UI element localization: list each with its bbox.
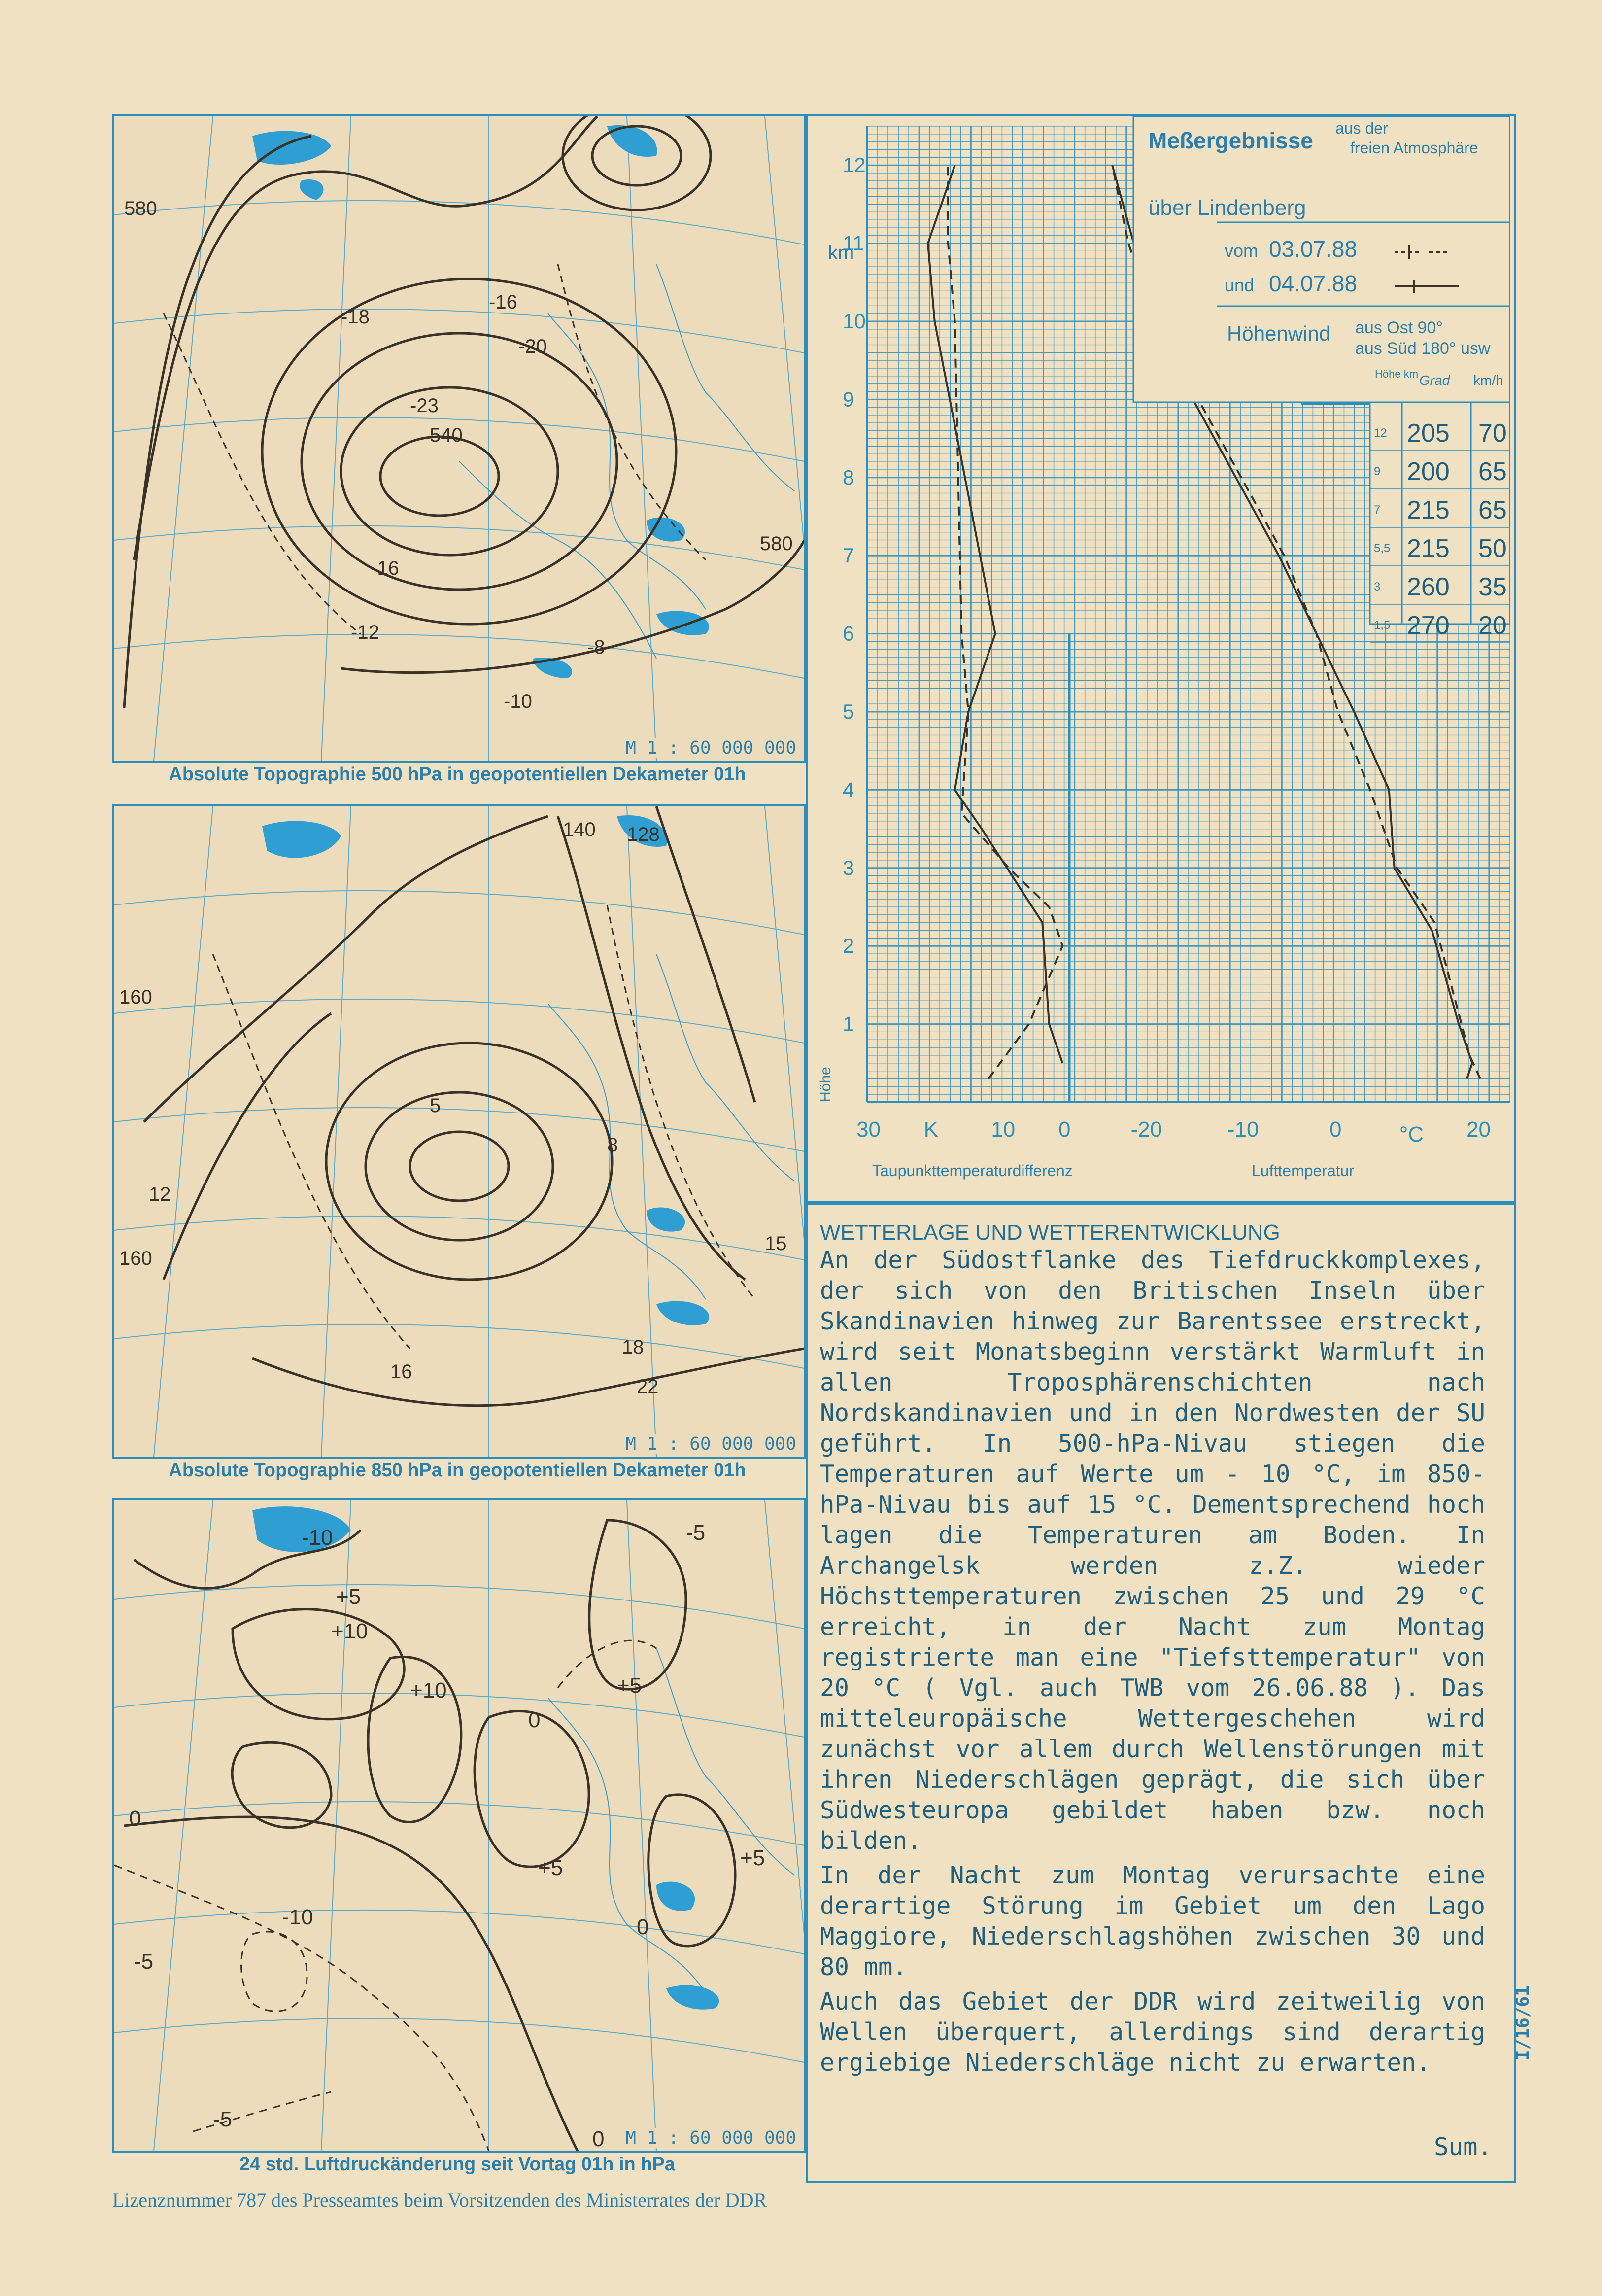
y-tick-label: 11 <box>843 231 864 255</box>
wind-row-degree: 270 <box>1407 611 1450 640</box>
label-500-8: -12 <box>351 622 379 643</box>
wind-row-speed: 65 <box>1478 496 1507 524</box>
label-dp-9: -5 <box>213 2107 233 2131</box>
article-heading: WETTERLAGE UND WETTERENTWICKLUNG <box>820 1220 1280 1245</box>
wind-row-height: 7 <box>1374 503 1381 517</box>
label-500-9: -10 <box>504 691 532 712</box>
y-tick-label: 8 <box>843 465 854 489</box>
wind-row-speed: 35 <box>1478 573 1507 601</box>
footer-license: Lizenznummer 787 des Presseamtes beim Vorsitzenden des Ministerrates der DDR <box>112 2189 767 2211</box>
y-tick-label: 10 <box>843 310 866 333</box>
label-500-7: -23 <box>410 395 439 417</box>
map-850hpa-caption: Absolute Topographie 850 hPa in geopotentiellen Dekameter 01h <box>169 1460 746 1481</box>
map-500hpa-scale: M 1 : 60 000 000 <box>622 738 799 758</box>
y-tick-label: 2 <box>843 934 854 958</box>
label-dp-5: 0 <box>528 1708 541 1732</box>
label-500-2: 540 <box>430 424 463 446</box>
label-500-10: -8 <box>587 636 605 658</box>
y-unit: km <box>828 242 854 264</box>
label-dp-7: -5 <box>134 1949 154 1974</box>
date1: 03.07.88 <box>1269 236 1358 262</box>
label-850-4: 160 <box>119 1248 152 1269</box>
label-dp-15: 0 <box>592 2127 605 2151</box>
dew-tick-label: K <box>923 1117 939 1142</box>
y-tick-label: 1 <box>843 1012 854 1036</box>
map-500hpa-caption: Absolute Topographie 500 hPa in geopotentiellen Dekameter 01h <box>169 764 746 785</box>
label-500-1: 580 <box>124 198 157 219</box>
label-850-2: 140 <box>563 819 596 840</box>
article <box>820 1220 1485 2082</box>
sounding-subtitle-2: freien Atmosphäre <box>1350 139 1478 157</box>
wind-row-speed: 20 <box>1478 611 1507 640</box>
label-500-11: -16 <box>371 557 399 579</box>
series-line-4 <box>928 165 1062 1063</box>
wind-row-degree: 215 <box>1407 534 1450 563</box>
date2-prefix: und <box>1225 275 1255 295</box>
map-pressure-change-caption: 24 std. Luftdruckänderung seit Vortag 01h in hPa <box>239 2154 675 2175</box>
label-dp-4: 0 <box>129 1807 141 1831</box>
col-hoehe: Höhe km <box>1375 368 1419 380</box>
article-paragraph-1: An der Südostflanke des Tiefdruckkomplexes, der sich von den Britischen Inseln über Skandinavien hinweg zur Barentssee erstreckt, wird seit Monatsbeginn verstärkt Warmluft in allen Troposphärenschichten nach Nordskandinavien und in den Nordwesten der SU geführt. In 500-hPa-Nivau stiegen die Temperaturen auf Werte um - 10 °C, im 850-hPa-Nivau bis auf 15 °C. Dementsprechend hoch lagen die Temperaturen am Boden. In Archangelsk werden z.Z. wieder Höchsttemperaturen zwischen 25 und 29 °C erreicht, in der Nacht zum Montag registrierte man eine "Tiefsttemperatur" von 20 °C ( Vgl. auch TWB vom 26.06.88 ). Das mitteleuropäische Wettergeschehen wird zunächst vor allem durch Wellenstörungen mit ihren Niederschlägen geprägt, die sich über Südwesteuropa gebildet haben bzw. noch bilden. <box>820 1246 1485 1855</box>
wind-row-height: 12 <box>1374 426 1387 440</box>
label-dp-8: -10 <box>282 1905 313 1929</box>
wind-row-speed: 65 <box>1478 457 1507 486</box>
label-850-7: 18 <box>622 1336 644 1358</box>
sounding-location: über Lindenberg <box>1148 196 1306 220</box>
map-500hpa <box>112 114 806 763</box>
label-500-6: -20 <box>518 336 547 357</box>
col-kmh: km/h <box>1473 373 1503 388</box>
temp-tick-label: 20 <box>1466 1117 1491 1142</box>
wind-dir-2: aus Süd 180° usw <box>1355 339 1491 358</box>
label-dp-2: +10 <box>331 1619 368 1643</box>
label-dp-14: -5 <box>686 1521 706 1545</box>
wind-row-height: 3 <box>1374 580 1381 593</box>
wind-row-speed: 70 <box>1478 419 1507 448</box>
y-tick-label: 3 <box>843 856 854 879</box>
wind-dir-1: aus Ost 90° <box>1355 318 1443 337</box>
label-dp-12: 0 <box>637 1915 649 1939</box>
label-dp-3: +10 <box>410 1678 447 1703</box>
label-dp-6: +5 <box>740 1846 765 1870</box>
y-tick-label: 7 <box>843 544 854 567</box>
label-850-8: 15 <box>765 1233 787 1254</box>
wind-row-degree: 215 <box>1407 496 1450 524</box>
article-paragraph-2: In der Nacht zum Montag verursachte eine derartige Störung im Gebiet um den Lago Maggiore, Niederschlagshöhen zwischen 30 und 80 mm. <box>820 1861 1485 1981</box>
map-850hpa <box>112 804 806 1459</box>
article-panel <box>806 1203 1516 2183</box>
label-500-4: -18 <box>341 306 370 328</box>
temp-tick-label: -10 <box>1227 1117 1259 1142</box>
col-grad: Grad <box>1419 373 1450 388</box>
y-axis-label: Höhe <box>818 1067 834 1102</box>
label-dp-11: -10 <box>302 1526 333 1550</box>
sounding-subtitle-1: aus der <box>1335 119 1388 137</box>
wind-row-height: 9 <box>1374 465 1381 478</box>
map-500hpa-drawing <box>114 116 804 761</box>
wind-row-height: 1,5 <box>1374 619 1391 632</box>
label-dp-10: +5 <box>538 1856 563 1880</box>
label-850-3: 128 <box>627 824 660 845</box>
article-paragraph-3: Auch das Gebiet der DDR wird zeitweilig von Wellen überquert, allerdings sind derartig ergiebige Niederschläge nicht zu erwarten. <box>820 1987 1485 2077</box>
sounding-panel <box>806 114 1516 1203</box>
label-850-5: 12 <box>149 1183 171 1205</box>
label-850-1: 160 <box>119 986 152 1008</box>
y-tick-label: 4 <box>843 778 854 801</box>
left-axis-label: Taupunkttemperaturdifferenz <box>872 1162 1073 1180</box>
temp-tick-label: 0 <box>1329 1117 1342 1142</box>
label-500-5: -16 <box>489 291 517 313</box>
label-850-6: 16 <box>390 1361 412 1383</box>
temp-tick-label: °C <box>1399 1122 1424 1147</box>
y-tick-label: 5 <box>843 700 854 723</box>
label-850-11: 5 <box>430 1095 441 1116</box>
map-pressure-change-drawing <box>114 1500 804 2151</box>
label-500-3: 580 <box>760 533 793 555</box>
wind-row-degree: 205 <box>1407 419 1450 448</box>
wind-row-degree: 260 <box>1407 573 1450 601</box>
map-850hpa-scale: M 1 : 60 000 000 <box>622 1434 799 1454</box>
dew-tick-label: 30 <box>856 1117 881 1142</box>
right-axis-label: Lufttemperatur <box>1252 1162 1355 1180</box>
temp-tick-label: -20 <box>1130 1117 1162 1142</box>
y-tick-label: 6 <box>843 622 854 645</box>
y-tick-label: 12 <box>843 153 866 177</box>
label-850-9: 22 <box>637 1376 659 1397</box>
map-pressure-change-scale: M 1 : 60 000 000 <box>622 2128 799 2148</box>
signature: Sum. <box>1433 2133 1492 2161</box>
wind-row-height: 5,5 <box>1374 542 1391 555</box>
label-dp-1: +5 <box>336 1585 361 1609</box>
wind-row-degree: 200 <box>1407 457 1450 486</box>
wind-title: Höhenwind <box>1227 322 1331 345</box>
dew-tick-label: 10 <box>991 1117 1016 1142</box>
sounding-title: Meßergebnisse <box>1148 128 1313 153</box>
side-code: I/16/61 <box>1513 1985 1533 2060</box>
date2: 04.07.88 <box>1269 271 1358 296</box>
map-pressure-change <box>112 1498 806 2153</box>
map-850hpa-drawing <box>114 806 804 1457</box>
label-850-10: 8 <box>607 1134 618 1156</box>
series-line-3 <box>948 165 1062 1078</box>
y-tick-label: 9 <box>843 387 854 411</box>
date1-prefix: vom <box>1225 241 1259 261</box>
label-dp-13: +5 <box>617 1673 642 1698</box>
dew-tick-label: 0 <box>1058 1117 1071 1142</box>
sounding-chart <box>808 116 1510 1197</box>
wind-row-speed: 50 <box>1478 534 1507 563</box>
